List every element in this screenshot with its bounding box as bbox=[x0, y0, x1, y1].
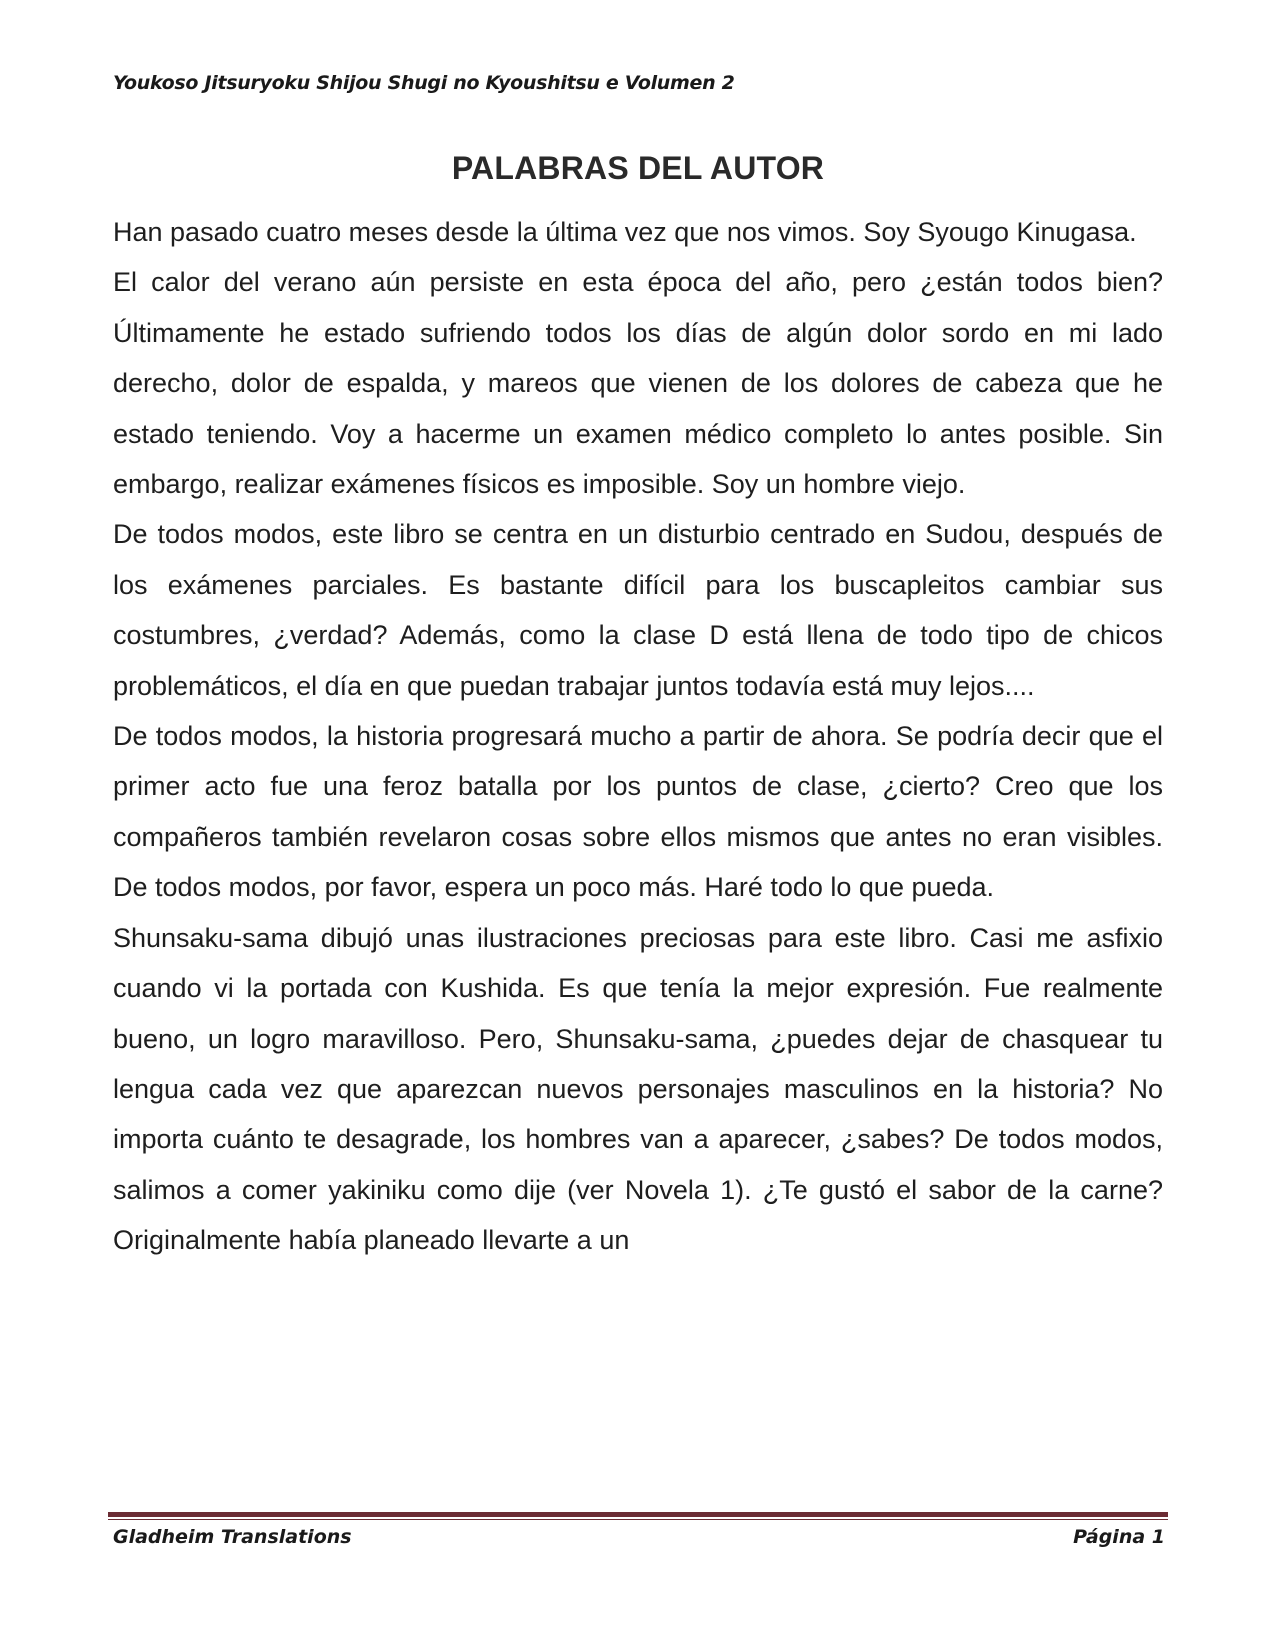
document-body bbox=[113, 207, 1163, 1266]
paragraph: Han pasado cuatro meses desde la última vez que nos vimos. Soy Syougo Kinugasa. bbox=[113, 217, 1137, 247]
paragraph: El calor del verano aún persiste en esta época del año, pero ¿están todos bien? Últimamente he estado sufriendo todos los días de algún dolor sordo en mi lado derecho, dolor de espalda, y mareos que vienen de los dolores de cabeza que he estado teniendo. Voy a hacerme un examen médico completo lo antes posible. Sin embargo, realizar exámenes físicos es imposible. Soy un hombre viejo. bbox=[113, 267, 1163, 500]
footer-divider-thin bbox=[108, 1519, 1168, 1520]
paragraph: De todos modos, este libro se centra en un disturbio centrado en Sudou, después de los exámenes parciales. Es bastante difícil para los buscapleitos cambiar sus costumbres, ¿verdad? Además, como la clase D está llena de todo tipo de chicos problemáticos, el día en que puedan trabajar juntos todavía está muy lejos.... bbox=[113, 519, 1163, 701]
paragraph: Shunsaku-sama dibujó unas ilustraciones preciosas para este libro. Casi me asfixio cuando vi la portada con Kushida. Es que tenía la mejor expresión. Fue realmente bueno, un logro maravilloso. Pero, Shunsaku-sama, ¿puedes dejar de chasquear tu lengua cada vez que aparezcan nuevos personajes masculinos en la historia? No importa cuánto te desagrade, los hombres van a aparecer, ¿sabes? De todos modos, salimos a comer yakiniku como dije (ver Novela 1). ¿Te gustó el sabor de la carne? Originalmente había planeado llevarte a un bbox=[113, 922, 1163, 1256]
footer-page-number: Página 1 bbox=[1073, 1526, 1165, 1548]
paragraph: De todos modos, la historia progresará mucho a partir de ahora. Se podría decir que el primer acto fue una feroz batalla por los puntos de clase, ¿cierto? Creo que los compañeros también revelaron cosas sobre ellos mismos que antes no eran visibles. De todos modos, por favor, espera un poco más. Haré todo lo que pueda. bbox=[113, 721, 1163, 903]
footer-publisher: Gladheim Translations bbox=[113, 1526, 352, 1548]
running-header: Youkoso Jitsuryoku Shijou Shugi no Kyoushitsu e Volumen 2 bbox=[113, 72, 735, 94]
footer-divider bbox=[108, 1512, 1168, 1517]
page-title: PALABRAS DEL AUTOR bbox=[451, 150, 825, 186]
